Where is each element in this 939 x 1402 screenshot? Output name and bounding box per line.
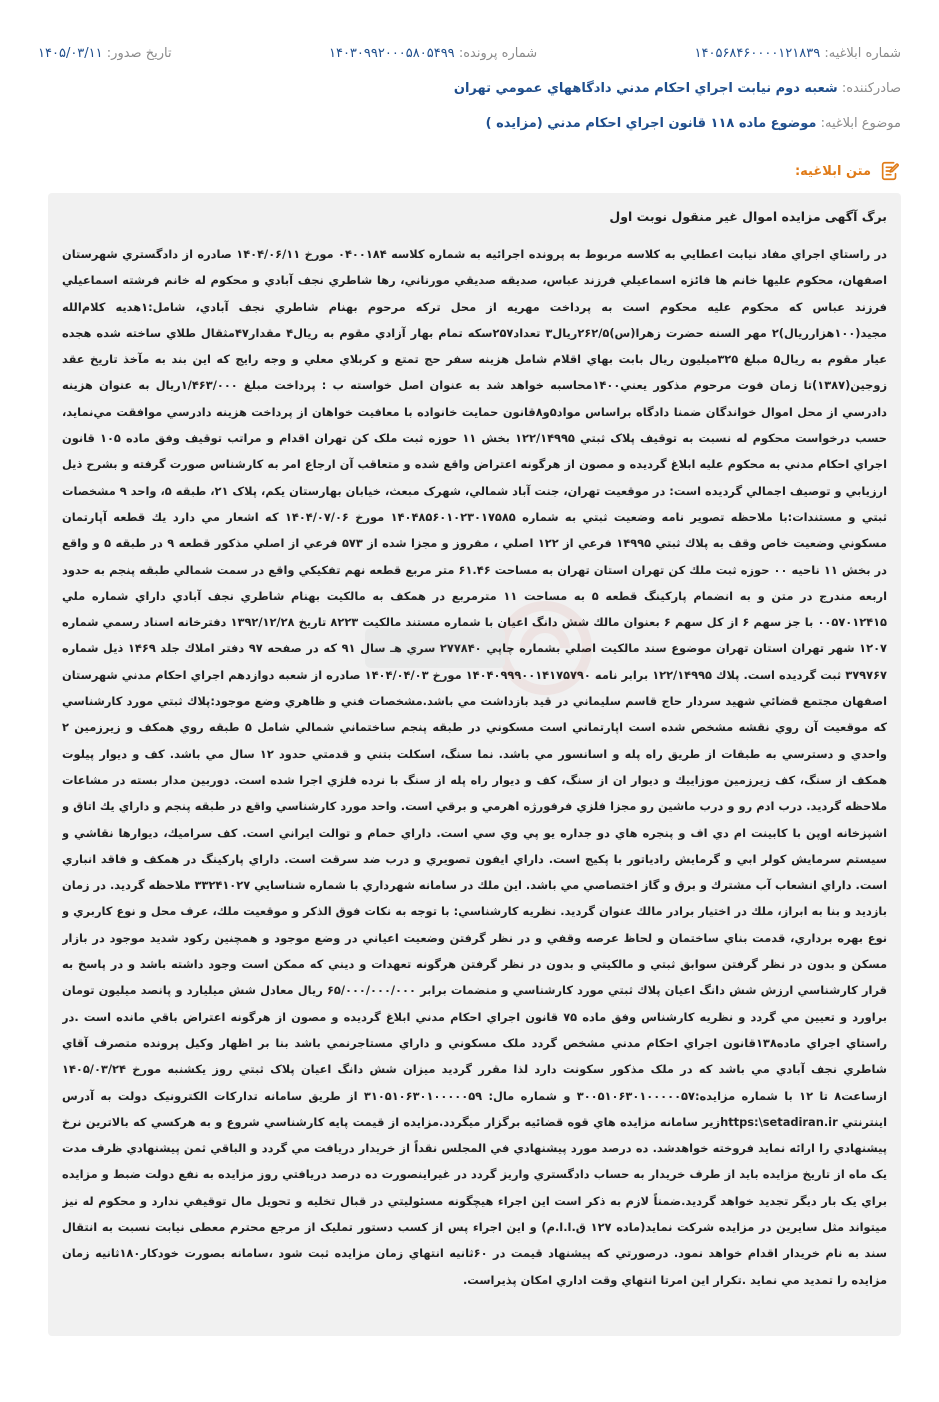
notice-text-card (48, 193, 901, 1336)
subject-value: موضوع ماده ۱۱۸ قانون اجراي احکام مدني (مزايده ) (485, 116, 817, 131)
notice-text-heading (795, 160, 901, 182)
case-number-value: ۱۴۰۳۰۹۹۲۰۰۰۵۸۰۵۴۹۹ (328, 46, 455, 61)
issuer-value: شعبه دوم نيابت اجراي احكام مدني دادگاههاي عمومي تهران (453, 81, 838, 96)
notice-number-label: شماره ابلاغيه: (824, 46, 901, 61)
notice-heading: برگ آگهی مزايده اموال غير منقول نوبت اول (609, 209, 887, 224)
subject-label: موضوع ابلاغيه: (820, 116, 901, 131)
issuer-row (38, 79, 901, 99)
document-edit-icon (879, 160, 901, 182)
notice-body: در راستاي اجراي مفاد نيابت اعطايي به کلاسه مربوط به پرونده اجرائيه به شماره کلاسه ۰۴۰۰۱۸۴ مورخ ۱۴۰۴/۰۶/۱۱ صادره از دادگستري شهرستان اصفهان، محکوم عليها خانم ها فائزه اسماعيلي فرزند عباس، صديقه صديقي مورناني، رها شاطري نجف آبادي و محکوم له خانم فرشته اسماعيلي فرزند عباس که محکوم عليه محکوم است به پرداخت مهريه از محل ترکه مرحوم بهنام شاطري نجف آبادي، شامل:۱هديه كلام‌الله مجيد(۱۰۰هزارريال)۲ مهر السنه حضرت زهرا(س)۲۶۲/۵ريال۳ تعداد۲۵۷سکه تمام بهار آزادي مقوم به ريال۴ مقدار۴۷مثقال طلاي ساخته شده هجده عيار مقوم به ريال۵ مبلغ ۳۲۵ميليون ريال بابت بهاي اقلام شامل هزينه سفر حج تمتع و کربلاي معلي و وجه رايج که اين بند به مآخذ تاريخ عقد زوجين(۱۳۸۷)تا زمان فوت مرحوم مذكور يعني۱۴۰۰محاسبه خواهد شد به عنوان اصل خواسته ب : پرداخت مبلغ ۱/۴۶۳/۰۰۰ريال به عنوان هزينه دادرسي از محل اموال خواندگان ضمنا دادگاه براساس مواد۵و۸قانون حمايت خانواده با معافيت خواهان از پرداخت هزينه دادرسي موافقت مي‌نمايد، حسب درخواست محکوم له نسبت به توقيف پلاک ثبتي ۱۲۲/۱۴۹۹۵ بخش ۱۱ حوزه ثبت ملک کن تهران اقدام و مراتب توقيف وفق ماده ۱۰۵ قانون اجراي احکام مدني به محکوم عليه ابلاغ گرديده و مصون از هرگونه اعتراض واقع شده و متعاقب آن ارجاع امر به کارشناس صورت گرفته و بشرح ذيل ارزيابي و توصيف اجمالي گرديده است: در موقعيت تهران، جنت آباد شمالي، شهرک مبعث، خيابان بهارستان يکم، پلاک ۲۱، طبقه ۵، واحد ۹ مشخصات ثبتي و مستندات:با ملاحظه تصوير نامه وضعيت ثبتي به شماره ۱۴۰۴۸۵۶۰۱۰۲۳۰۱۷۵۸۵ مورخ ۱۴۰۴/۰۷/۰۶ که اشعار مي دارد يك قطعه آپارتمان مسکوني وضعيت خاص وقف به پلاك ثبتي ۱۴۹۹۵ فرعي از ۱۲۲ اصلي ، مفروز و مجزا شده از ۵۷۳ فرعي از اصلي مذكور قطعه ۹ در طبقه ۵ و واقع در بخش ۱۱ ناحيه ۰۰ حوزه ثبت ملك كن تهران استان تهران به مساحت ۶۱.۴۶ متر مربع قطعه نهم تفكيكي واقع در سمت شمالي طبقه پنجم به حدود اربعه مندرج در متن و به انضمام پاركينگ قطعه ۵ به مساحت ۱۱ مترمربع در همكف به مالكيت بهنام شاطري نجف آبادي داراي شماره ملي ۰۰۵۷۰۱۲۴۱۵ با جز سهم ۶ از كل سهم ۶ بعنوان مالك شش دانگ اعيان با شماره مستند مالكيت ۸۲۲۳ تاريخ ۱۳۹۲/۱۲/۲۸ دفترخانه اسناد رسمي شماره ۱۲۰۷ شهر تهران استان تهران موضوع سند مالكيت اصلي بشماره چاپي ۲۷۷۸۴۰ سري هـ سال ۹۱ كه در صفحه ۹۷ دفتر املاك جلد ۱۴۶۹ ذيل شماره ۳۷۹۷۶۷ ثبت گرديده است. پلاك ۱۲۲/۱۴۹۹۵ برابر نامه ۱۴۰۴۰۹۹۹۰۰۱۴۱۷۵۷۹۰ مورخ ۱۴۰۴/۰۴/۰۳ صادره از شعبه دوازدهم اجراي احكام مدني شهرستان اصفهان مجتمع قضائي شهيد سردار حاج قاسم سليماني در قيد بازداشت مي باشد.مشخصات فني و ظاهري وضع موجود:پلاك ثبتي مورد كارشناسي كه موقعيت آن روي نقشه مشخص شده است اپارتماني است مسكوني در طبقه پنجم ساختماني شمالي شامل ۵ طبقه روي همكف و زيرزمين ۲ واحدي و دسترسي به طبقات از طريق راه پله و اسانسور مي باشد. نما سنگ، اسكلت بتني و قدمتي حدود ۱۲ سال مي باشد. كف و ديوار پيلوت همكف از سنگ، كف زيرزمين موزاييك و ديوار ان از سنگ، كف و ديوار راه پله از سنگ با نرده فلزي اجرا شده است. دوربين مدار بسته در مشاعات ملاحظه گرديد. درب ادم رو و درب ماشين رو مجزا فلزي فرفورژه اهرمي و برقي است. واحد مورد كارشناسي واقع در طبقه پنجم و داراي يك اتاق و اشپزخانه اوپن با كابينت ام دي اف و پنجره هاي دو جداره يو پي وي سي است. داراي حمام و توالت ايراني است. كف سراميك، ديوارها نقاشي و سيستم سرمايش كولر ابي و گرمايش رادياتور با پكيج است. داراي ايفون تصويري و درب ضد سرقت است. داراي پاركينگ در همكف و فاقد انباري است. داراي انشعاب آب مشترك و برق و گاز اختصاصي مي باشد. اين ملك در سامانه شهرداري با شماره شناسايي ۳۳۲۴۱۰۲۷ ملاحظه گرديد. در زمان بازديد و بنا به ابراز، ملك در اختيار برادر مالك عنوان گرديد. نظريه كارشناسي: با توجه به نكات فوق الذكر و موقعيت ملك، عرف محل و نوع كاربري و نوع بهره برداري، قدمت بناي ساختمان و لحاظ عرصه وقفي و در نظر گرفتن وضعيت اعياني در وضع موجود و همچنين ركود شديد موجود در بازار مسكن و بدون در نظر گرفتن سوابق ثبتي و مالكيتي و بدون در نظر گرفتن هرگونه تعهدات و ديني كه ممكن است وجود داشته باشد و در پاسخ به قرار كارشناسي ارزش شش دانگ اعيان پلاك ثبتي مورد كارشناسي و منضمات برابر ۶۵/۰۰۰/۰۰۰/۰۰۰ ريال معادل شش ميليارد و پانصد ميليون تومان براورد و تعيين مي گردد و نظريه کارشناس وفق ماده ۷۵ قانون اجراي احکام مدني ابلاغ گرديده و مصون از هرگونه اعتراض باقي مانده است .در راستاي اجراي ماده۱۳۸قانون اجراي احکام مدني مشخص گردد ملک مسکوني و داراي مستاجرنمي باشد بنا بر اظهار وکيل پرونده متصرف آقاي شاطري نجف آبادي مي باشد که در ملک مذکور سکونت دارد لذا مقرر گرديد ميزان شش دانگ اعيان پلاک ثبتي روز يكشنبه مورخ ۱۴۰۵/۰۳/۲۴ ازساعت۸ تا ۱۲ با شماره مزايده:۳۰۰۵۱۰۶۳۰۱۰۰۰۰۰۵۷ و شماره مال: ۳۱۰۵۱۰۶۳۰۱۰۰۰۰۰۵۹ از طريق سامانه تدارکات الکترونيک دولت به آدرس اينترنتي https:\setadiran.irزير سامانه مزايده هاي قوه قضائيه برگزار ميگردد.مزايده از قيمت پايه کارشناسي شروع و به هرکسي که بالاترين نرخ پيشنهادي را ارائه نمايد فروخته خواهدشد. ده درصد مورد پيشنهادي في المجلس نقداً از خريدار دريافت مي گردد و الباقي ثمن پيشنهادي ظرف مدت يک ماه از تاريخ مزايده بايد از طرف خريدار به حساب دادگستري واريز گردد در غيراينصورت ده درصد دريافتي روز مزايده به نفع دولت ضبط و مزايده براي يک بار ديگر تجديد خواهد گرديد.ضمناً لازم به ذکر است اين اجراء هيچگونه مسئوليتي در قبال تخليه و تحويل مال توقيفي ندارد و محکوم له نيز ميتواند مثل سايرين در مزايده شرکت نمايد(ماده ۱۲۷ ق.ا.ا.م) و اين اجراء پس از کسب دستور تمليک از مرجع محترم معطی نيابت نسبت به انتقال سند به نام خريدار اقدام خواهد نمود. درصورتي كه پيشنهاد قيمت در ۶۰ثانيه انتهاي زمان مزايده ثبت شود ،سامانه بصورت خودكار۱۸۰ثانيه زمان مزايده را تمديد مي نمايد .تكرار اين امرتا انتهاي وقت اداري امكان پذيراست. (62, 247, 887, 1287)
notice-text-title: متن ابلاغيه: (794, 163, 871, 179)
issuer-label: صادرکننده: (841, 81, 901, 96)
notice-number (695, 44, 901, 64)
issue-date-value: ۱۴۰۵/۰۳/۱۱ (38, 46, 103, 61)
header-row-numbers (38, 44, 901, 64)
notice-number-value: ۱۴۰۵۶۸۴۶۰۰۰۰۱۲۱۸۳۹ (694, 46, 821, 61)
issue-date (38, 44, 172, 64)
issue-date-label: تاريخ صدور: (106, 46, 172, 61)
subject-row (38, 114, 901, 134)
case-number-label: شماره پرونده: (458, 46, 538, 61)
case-number (329, 44, 537, 64)
